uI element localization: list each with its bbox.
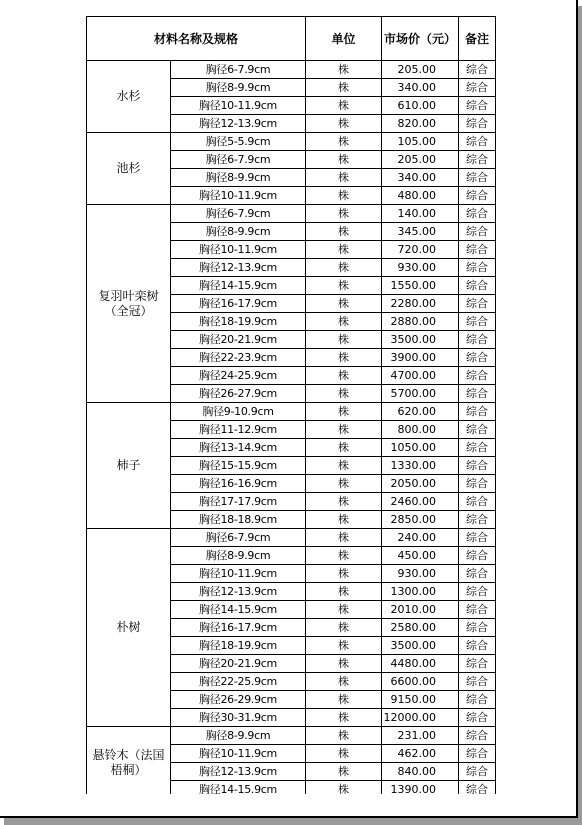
note-cell: 综合: [459, 223, 496, 241]
price-cell: 1300.00: [382, 583, 459, 601]
spec-cell: 胸径22-25.9cm: [171, 673, 306, 691]
price-cell: 140.00: [382, 205, 459, 223]
price-cell: 1390.00: [382, 781, 459, 795]
spec-cell: 胸径8-9.9cm: [171, 727, 306, 745]
note-cell: 综合: [459, 385, 496, 403]
unit-cell: 株: [306, 655, 382, 673]
table-row: [87, 529, 496, 547]
price-cell: 12000.00: [382, 709, 459, 727]
unit-cell: 株: [306, 511, 382, 529]
note-cell: 综合: [459, 79, 496, 97]
note-cell: 综合: [459, 205, 496, 223]
price-cell: 930.00: [382, 565, 459, 583]
price-cell: 2010.00: [382, 601, 459, 619]
note-cell: 综合: [459, 673, 496, 691]
price-cell: 2050.00: [382, 475, 459, 493]
price-table-viewport: [86, 16, 496, 794]
price-cell: 105.00: [382, 133, 459, 151]
unit-cell: 株: [306, 529, 382, 547]
note-cell: 综合: [459, 313, 496, 331]
unit-cell: 株: [306, 205, 382, 223]
header-note: 备注: [459, 17, 496, 61]
spec-cell: 胸径26-29.9cm: [171, 691, 306, 709]
price-cell: 4480.00: [382, 655, 459, 673]
unit-cell: 株: [306, 331, 382, 349]
material-name-cell: 悬铃木（法国梧桐）: [87, 727, 171, 795]
spec-cell: 胸径16-16.9cm: [171, 475, 306, 493]
price-cell: 480.00: [382, 187, 459, 205]
note-cell: 综合: [459, 169, 496, 187]
price-cell: 2850.00: [382, 511, 459, 529]
price-cell: 231.00: [382, 727, 459, 745]
note-cell: 综合: [459, 331, 496, 349]
price-table: [86, 16, 496, 794]
spec-cell: 胸径8-9.9cm: [171, 169, 306, 187]
price-cell: 340.00: [382, 169, 459, 187]
spec-cell: 胸径10-11.9cm: [171, 565, 306, 583]
spec-cell: 胸径9-10.9cm: [171, 403, 306, 421]
note-cell: 综合: [459, 691, 496, 709]
note-cell: 综合: [459, 367, 496, 385]
unit-cell: 株: [306, 385, 382, 403]
spec-cell: 胸径6-7.9cm: [171, 151, 306, 169]
unit-cell: 株: [306, 619, 382, 637]
spec-cell: 胸径6-7.9cm: [171, 61, 306, 79]
spec-cell: 胸径30-31.9cm: [171, 709, 306, 727]
price-cell: 240.00: [382, 529, 459, 547]
unit-cell: 株: [306, 403, 382, 421]
unit-cell: 株: [306, 691, 382, 709]
note-cell: 综合: [459, 97, 496, 115]
material-name-cell: 复羽叶栾树（全冠）: [87, 205, 171, 403]
note-cell: 综合: [459, 277, 496, 295]
spec-cell: 胸径6-7.9cm: [171, 529, 306, 547]
note-cell: 综合: [459, 637, 496, 655]
price-cell: 345.00: [382, 223, 459, 241]
unit-cell: 株: [306, 781, 382, 795]
unit-cell: 株: [306, 349, 382, 367]
spec-cell: 胸径12-13.9cm: [171, 763, 306, 781]
unit-cell: 株: [306, 259, 382, 277]
spec-cell: 胸径14-15.9cm: [171, 277, 306, 295]
note-cell: 综合: [459, 349, 496, 367]
price-cell: 205.00: [382, 61, 459, 79]
unit-cell: 株: [306, 439, 382, 457]
price-cell: 610.00: [382, 97, 459, 115]
unit-cell: 株: [306, 61, 382, 79]
spec-cell: 胸径18-19.9cm: [171, 637, 306, 655]
table-row: [87, 727, 496, 745]
note-cell: 综合: [459, 115, 496, 133]
price-cell: 620.00: [382, 403, 459, 421]
spec-cell: 胸径16-17.9cm: [171, 295, 306, 313]
note-cell: 综合: [459, 565, 496, 583]
note-cell: 综合: [459, 745, 496, 763]
unit-cell: 株: [306, 763, 382, 781]
spec-cell: 胸径6-7.9cm: [171, 205, 306, 223]
unit-cell: 株: [306, 493, 382, 511]
spec-cell: 胸径13-14.9cm: [171, 439, 306, 457]
page-shadow-bottom: [4, 818, 582, 825]
note-cell: 综合: [459, 241, 496, 259]
note-cell: 综合: [459, 601, 496, 619]
price-cell: 930.00: [382, 259, 459, 277]
unit-cell: 株: [306, 637, 382, 655]
note-cell: 综合: [459, 529, 496, 547]
unit-cell: 株: [306, 241, 382, 259]
price-cell: 3900.00: [382, 349, 459, 367]
unit-cell: 株: [306, 673, 382, 691]
price-cell: 6600.00: [382, 673, 459, 691]
spec-cell: 胸径12-13.9cm: [171, 259, 306, 277]
note-cell: 综合: [459, 457, 496, 475]
table-body: [87, 61, 496, 795]
spec-cell: 胸径26-27.9cm: [171, 385, 306, 403]
header-price: 市场价（元）: [382, 17, 459, 61]
material-name-cell: 朴树: [87, 529, 171, 727]
price-cell: 1330.00: [382, 457, 459, 475]
price-cell: 340.00: [382, 79, 459, 97]
table-row: [87, 403, 496, 421]
unit-cell: 株: [306, 223, 382, 241]
spec-cell: 胸径8-9.9cm: [171, 223, 306, 241]
spec-cell: 胸径10-11.9cm: [171, 187, 306, 205]
unit-cell: 株: [306, 277, 382, 295]
unit-cell: 株: [306, 295, 382, 313]
unit-cell: 株: [306, 367, 382, 385]
price-cell: 462.00: [382, 745, 459, 763]
note-cell: 综合: [459, 151, 496, 169]
header-row: [87, 17, 496, 61]
note-cell: 综合: [459, 781, 496, 795]
material-name-cell: 池杉: [87, 133, 171, 205]
unit-cell: 株: [306, 187, 382, 205]
spec-cell: 胸径15-15.9cm: [171, 457, 306, 475]
price-cell: 800.00: [382, 421, 459, 439]
spec-cell: 胸径8-9.9cm: [171, 547, 306, 565]
unit-cell: 株: [306, 583, 382, 601]
unit-cell: 株: [306, 133, 382, 151]
note-cell: 综合: [459, 421, 496, 439]
unit-cell: 株: [306, 745, 382, 763]
price-cell: 2580.00: [382, 619, 459, 637]
unit-cell: 株: [306, 709, 382, 727]
header-name-spec: 材料名称及规格: [87, 17, 306, 61]
unit-cell: 株: [306, 115, 382, 133]
price-cell: 4700.00: [382, 367, 459, 385]
unit-cell: 株: [306, 169, 382, 187]
price-cell: 3500.00: [382, 637, 459, 655]
note-cell: 综合: [459, 403, 496, 421]
unit-cell: 株: [306, 475, 382, 493]
spec-cell: 胸径22-23.9cm: [171, 349, 306, 367]
spec-cell: 胸径17-17.9cm: [171, 493, 306, 511]
spec-cell: 胸径24-25.9cm: [171, 367, 306, 385]
unit-cell: 株: [306, 97, 382, 115]
note-cell: 综合: [459, 259, 496, 277]
note-cell: 综合: [459, 547, 496, 565]
header-unit: 单位: [306, 17, 382, 61]
spec-cell: 胸径12-13.9cm: [171, 115, 306, 133]
table-row: [87, 133, 496, 151]
note-cell: 综合: [459, 655, 496, 673]
spec-cell: 胸径10-11.9cm: [171, 241, 306, 259]
price-cell: 3500.00: [382, 331, 459, 349]
note-cell: 综合: [459, 295, 496, 313]
spec-cell: 胸径8-9.9cm: [171, 79, 306, 97]
material-name-cell: 水杉: [87, 61, 171, 133]
table-row: [87, 205, 496, 223]
unit-cell: 株: [306, 421, 382, 439]
spec-cell: 胸径5-5.9cm: [171, 133, 306, 151]
spec-cell: 胸径18-18.9cm: [171, 511, 306, 529]
price-cell: 2460.00: [382, 493, 459, 511]
unit-cell: 株: [306, 79, 382, 97]
note-cell: 综合: [459, 493, 496, 511]
material-name-cell: 柿子: [87, 403, 171, 529]
spec-cell: 胸径12-13.9cm: [171, 583, 306, 601]
price-cell: 1550.00: [382, 277, 459, 295]
table-row: [87, 61, 496, 79]
note-cell: 综合: [459, 61, 496, 79]
unit-cell: 株: [306, 151, 382, 169]
spec-cell: 胸径11-12.9cm: [171, 421, 306, 439]
page-shadow-right: [578, 6, 582, 821]
note-cell: 综合: [459, 439, 496, 457]
note-cell: 综合: [459, 583, 496, 601]
price-cell: 720.00: [382, 241, 459, 259]
price-cell: 2280.00: [382, 295, 459, 313]
price-cell: 1050.00: [382, 439, 459, 457]
note-cell: 综合: [459, 511, 496, 529]
unit-cell: 株: [306, 457, 382, 475]
note-cell: 综合: [459, 763, 496, 781]
price-cell: 820.00: [382, 115, 459, 133]
price-cell: 840.00: [382, 763, 459, 781]
price-cell: 2880.00: [382, 313, 459, 331]
spec-cell: 胸径16-17.9cm: [171, 619, 306, 637]
spec-cell: 胸径20-21.9cm: [171, 331, 306, 349]
note-cell: 综合: [459, 475, 496, 493]
unit-cell: 株: [306, 547, 382, 565]
price-cell: 450.00: [382, 547, 459, 565]
spec-cell: 胸径10-11.9cm: [171, 745, 306, 763]
spec-cell: 胸径10-11.9cm: [171, 97, 306, 115]
unit-cell: 株: [306, 565, 382, 583]
unit-cell: 株: [306, 727, 382, 745]
unit-cell: 株: [306, 601, 382, 619]
note-cell: 综合: [459, 727, 496, 745]
note-cell: 综合: [459, 619, 496, 637]
spec-cell: 胸径14-15.9cm: [171, 781, 306, 795]
price-cell: 9150.00: [382, 691, 459, 709]
note-cell: 综合: [459, 709, 496, 727]
note-cell: 综合: [459, 133, 496, 151]
unit-cell: 株: [306, 313, 382, 331]
price-cell: 205.00: [382, 151, 459, 169]
spec-cell: 胸径20-21.9cm: [171, 655, 306, 673]
spec-cell: 胸径18-19.9cm: [171, 313, 306, 331]
price-cell: 5700.00: [382, 385, 459, 403]
spec-cell: 胸径14-15.9cm: [171, 601, 306, 619]
note-cell: 综合: [459, 187, 496, 205]
